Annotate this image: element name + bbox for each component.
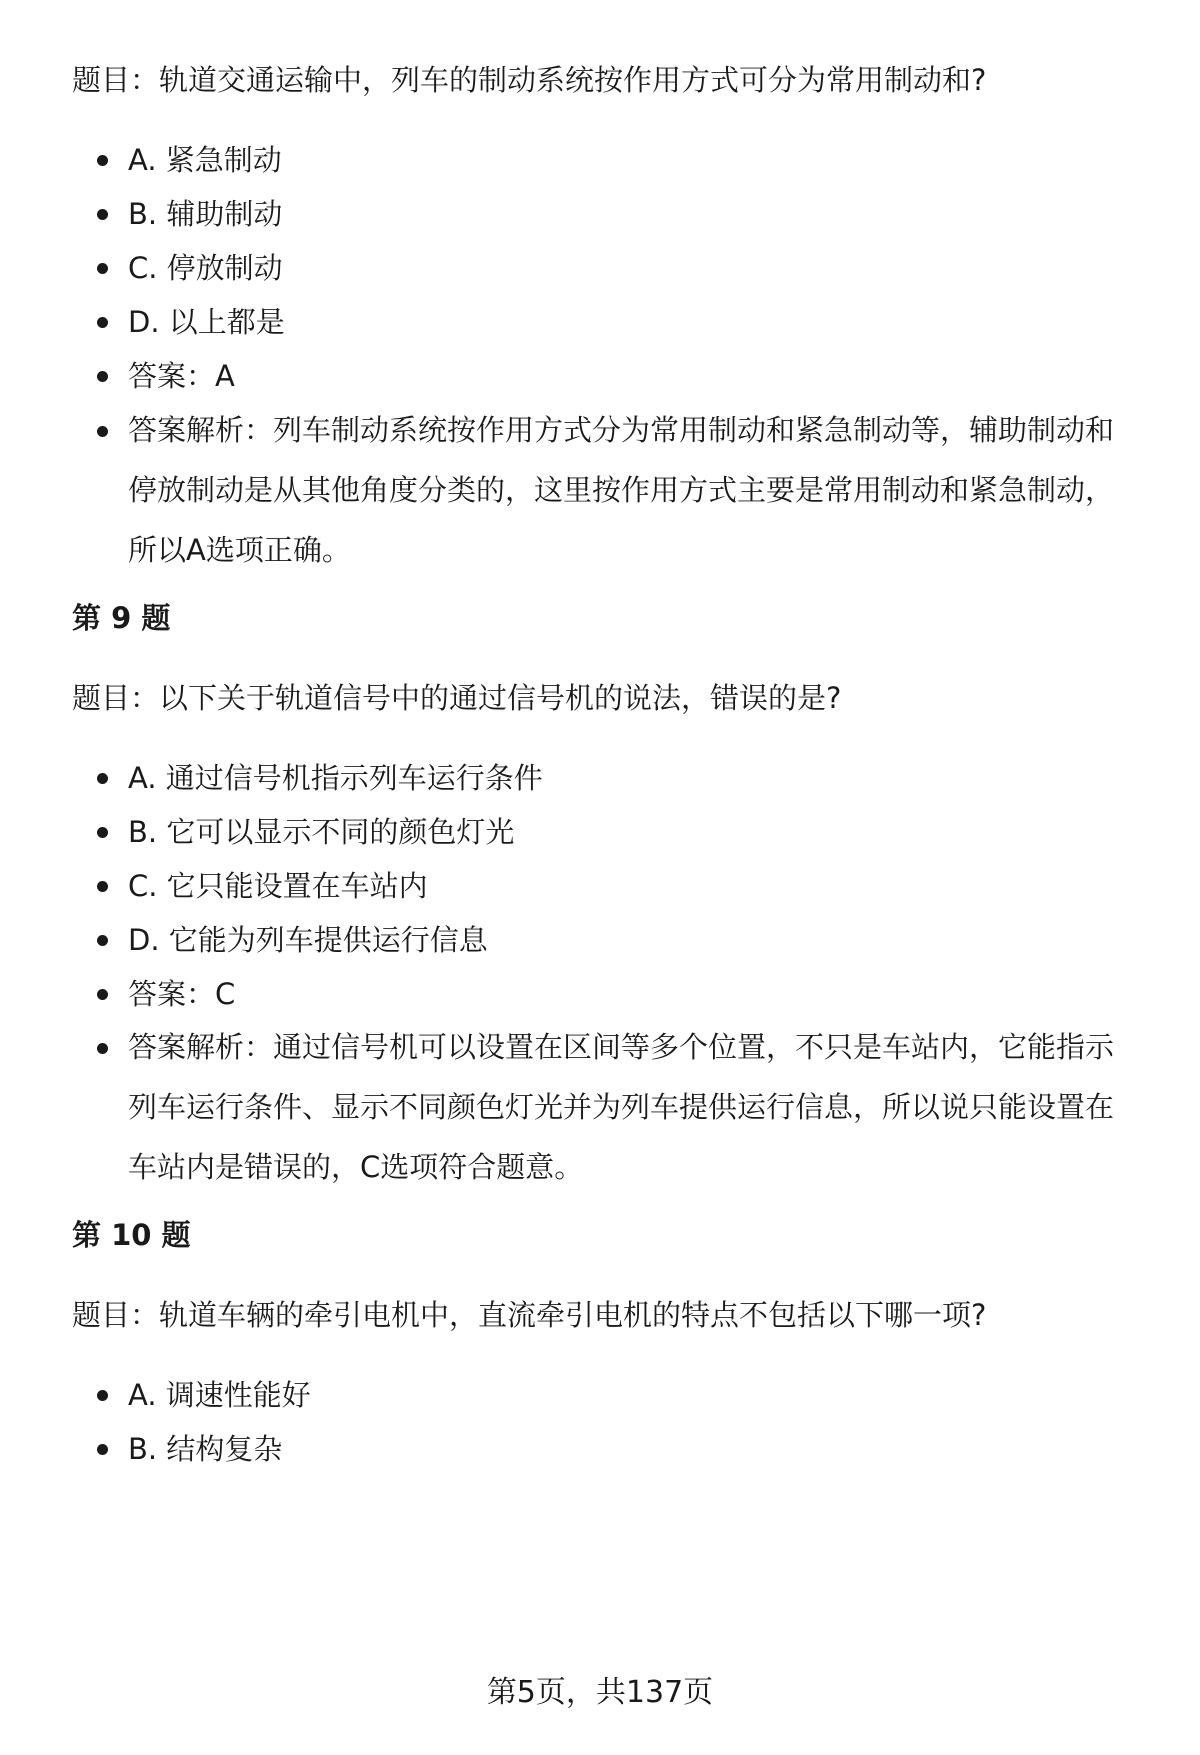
bullet-icon — [97, 935, 108, 946]
option-text: D. 它能为列车提供运行信息 — [128, 923, 488, 957]
bullet-icon — [97, 155, 108, 166]
explanation-line: 停放制动是从其他角度分类的，这里按作用方式主要是常用制动和紧急制动， — [128, 473, 1115, 507]
option-text: D. 以上都是 — [128, 305, 285, 339]
bullet-icon — [97, 1444, 108, 1455]
question-10-text: 题目：轨道车辆的牵引电机中，直流牵引电机的特点不包括以下哪一项? — [72, 1298, 987, 1332]
option-text: B. 它可以显示不同的颜色灯光 — [128, 815, 515, 849]
bullet-icon — [97, 1043, 108, 1054]
answer-text: 答案：A — [128, 359, 235, 393]
option-text: A. 调速性能好 — [128, 1378, 311, 1412]
answer-text: 答案：C — [128, 977, 236, 1011]
bullet-icon — [97, 1390, 108, 1401]
explanation-line: 车站内是错误的，C选项符合题意。 — [128, 1150, 584, 1184]
question-9-heading: 第 9 题 — [72, 601, 171, 635]
explanation-line: 列车运行条件、显示不同颜色灯光并为列车提供运行信息，所以说只能设置在 — [128, 1090, 1115, 1124]
bullet-icon — [97, 881, 108, 892]
bullet-icon — [97, 989, 108, 1000]
bullet-icon — [97, 426, 108, 437]
page-number-footer: 第5页，共137页 — [486, 1675, 714, 1710]
bullet-icon — [97, 773, 108, 784]
question-9-text: 题目：以下关于轨道信号中的通过信号机的说法，错误的是? — [72, 681, 842, 715]
bullet-icon — [97, 371, 108, 382]
explanation-line: 答案解析：列车制动系统按作用方式分为常用制动和紧急制动等，辅助制动和 — [128, 413, 1115, 447]
option-text: A. 紧急制动 — [128, 143, 282, 177]
bullet-icon — [97, 263, 108, 274]
bullet-icon — [97, 827, 108, 838]
option-text: A. 通过信号机指示列车运行条件 — [128, 761, 543, 795]
bullet-icon — [97, 209, 108, 220]
option-text: B. 辅助制动 — [128, 197, 283, 231]
option-text: C. 停放制动 — [128, 251, 283, 285]
bullet-icon — [97, 317, 108, 328]
option-text: C. 它只能设置在车站内 — [128, 869, 428, 903]
question-8-text: 题目：轨道交通运输中，列车的制动系统按作用方式可分为常用制动和? — [72, 63, 987, 97]
explanation-line: 答案解析：通过信号机可以设置在区间等多个位置，不只是车站内，它能指示 — [128, 1030, 1115, 1064]
explanation-line: 所以A选项正确。 — [128, 533, 351, 567]
question-10-heading: 第 10 题 — [72, 1218, 191, 1252]
option-text: B. 结构复杂 — [128, 1432, 283, 1466]
